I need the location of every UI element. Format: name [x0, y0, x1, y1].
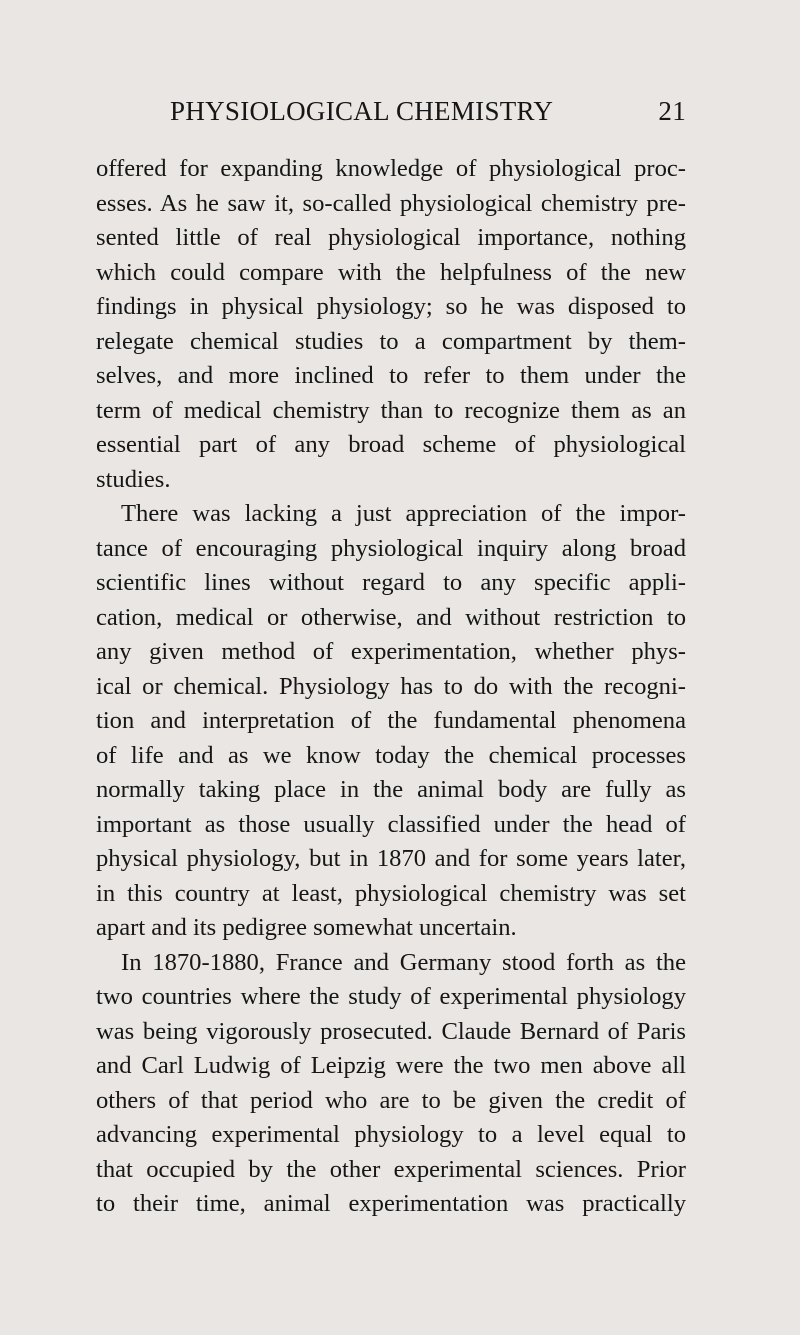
- body-text: [96, 152, 686, 1222]
- text-line: There was lacking a just appreciation of the impor-: [121, 500, 686, 527]
- text-line: sented little of real physiological importance, nothing: [96, 224, 686, 251]
- text-line: of life and as we know today the chemical processes: [96, 741, 686, 769]
- text-line: important as those usually classified under the head of: [96, 810, 686, 838]
- text-line: others of that period who are to be given the credit of: [96, 1086, 686, 1114]
- text-line: In 1870-1880, France and Germany stood forth as the: [121, 948, 686, 976]
- text-line: tion and interpretation of the fundamental phenomena: [96, 707, 686, 734]
- text-line: term of medical chemistry than to recognize them as an: [96, 396, 686, 424]
- text-line: physical physiology, but in 1870 and for some years later,: [96, 845, 686, 872]
- running-head-title: PHYSIOLOGICAL CHEMISTRY: [170, 96, 554, 126]
- text-line: ical or chemical. Physiology has to do with the recogni-: [96, 672, 686, 700]
- page-number: 21: [658, 96, 686, 126]
- text-line: scientific lines without regard to any specific appli-: [96, 569, 686, 596]
- text-line: normally taking place in the animal body are fully as: [96, 776, 686, 803]
- text-line: to their time, animal experimentation was practically: [96, 1190, 686, 1217]
- text-line: was being vigorously prosecuted. Claude Bernard of Paris: [96, 1017, 686, 1045]
- text-line: findings in physical physiology; so he was disposed to: [96, 293, 686, 320]
- text-line: in this country at least, physiological chemistry was set: [96, 879, 686, 907]
- text-line: advancing experimental physiology to a level equal to: [96, 1121, 686, 1148]
- text-line: essential part of any broad scheme of physiological: [96, 431, 686, 458]
- text-line: relegate chemical studies to a compartment by them-: [96, 327, 686, 355]
- text-line: any given method of experimentation, whether phys-: [96, 638, 686, 665]
- running-head: [96, 96, 686, 136]
- text-line: which could compare with the helpfulness of the new: [96, 258, 686, 286]
- text-line: and Carl Ludwig of Leipzig were the two men above all: [96, 1052, 686, 1079]
- text-line: studies.: [96, 465, 171, 493]
- text-line: two countries where the study of experimental physiology: [96, 983, 686, 1010]
- text-line: esses. As he saw it, so-called physiological chemistry pre-: [96, 189, 686, 217]
- text-line: selves, and more inclined to refer to them under the: [96, 362, 686, 389]
- text-line: cation, medical or otherwise, and without restriction to: [96, 603, 686, 631]
- text-line: tance of encouraging physiological inquiry along broad: [96, 534, 686, 562]
- text-line: that occupied by the other experimental sciences. Prior: [96, 1155, 686, 1183]
- text-line: offered for expanding knowledge of physiological proc-: [96, 155, 686, 182]
- paragraph: [96, 152, 686, 497]
- text-line: apart and its pedigree somewhat uncertain.: [96, 914, 517, 941]
- paragraph: [96, 946, 686, 1222]
- paragraph: [96, 497, 686, 946]
